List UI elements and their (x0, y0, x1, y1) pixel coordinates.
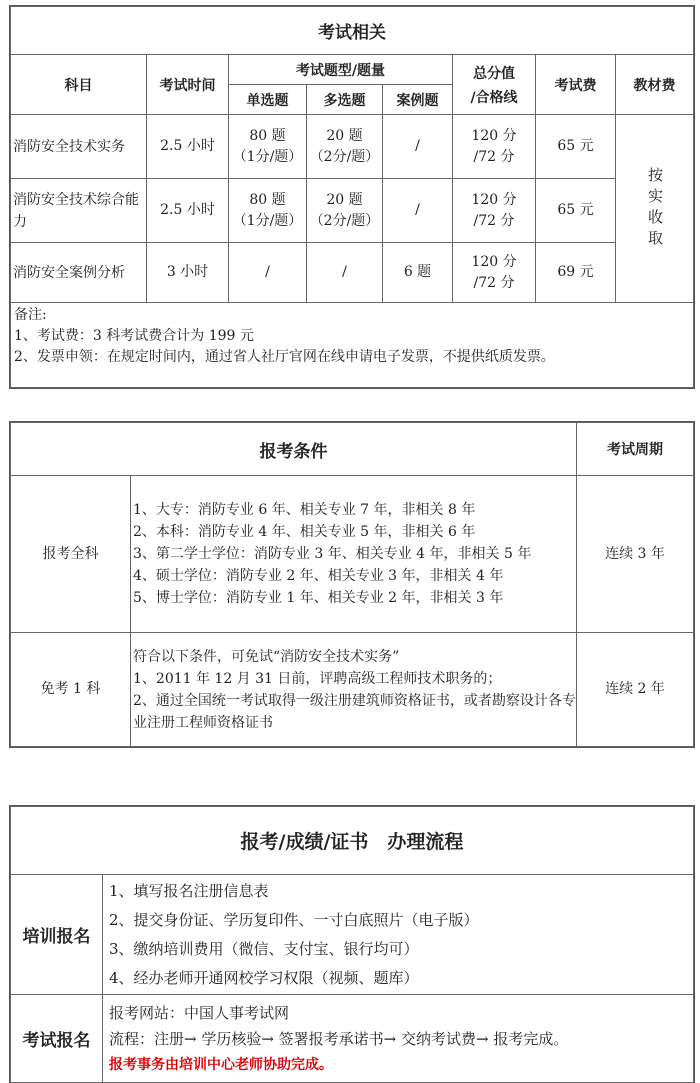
multi-points: （2分/题） (309, 148, 380, 165)
header-score-line1: 总分值 (473, 65, 515, 82)
single-points: （1分/题） (232, 148, 303, 165)
condition-period: 连续 2 年 (577, 633, 694, 747)
training-step: 3、缴纳培训费用（微信、支付宝、银行均可） (109, 939, 419, 958)
condition-line: 符合以下条件，可免试“消防安全技术实务” (133, 648, 400, 665)
exam-notes (11, 303, 694, 388)
material-fee-value: 按实收取 (646, 166, 664, 251)
row-single: / (229, 243, 307, 303)
row-fee: 69 元 (536, 243, 616, 303)
score-total: 120 分 (471, 127, 517, 144)
single-count: 80 题 (249, 191, 286, 208)
row-time: 2.5 小时 (147, 115, 229, 179)
exam-flow: 流程：注册→ 学历核验→ 签署报考承诺书→ 交纳考试费→ 报考完成。 (109, 1029, 569, 1048)
condition-line: 4、硕士学位：消防专业 2 年、相关专业 3 年，非相关 4 年 (133, 568, 504, 584)
table-row (11, 633, 694, 747)
table-row (11, 476, 694, 633)
training-step: 2、提交身份证、学历复印件、一寸白底照片（电子版） (109, 910, 479, 929)
score-total: 120 分 (471, 191, 517, 208)
condition-lines (131, 633, 577, 747)
header-score-line2: /合格线 (470, 89, 518, 106)
process-title: 报考/成绩/证书 办理流程 (11, 807, 694, 875)
exam-title: 考试相关 (11, 7, 694, 55)
row-case: / (383, 179, 453, 243)
exam-reg-label: 考试报名 (11, 995, 103, 1083)
condition-label: 免考 1 科 (11, 633, 131, 747)
condition-line: 2、通过全国统一考试取得一级注册建筑师资格证书，或者勘察设计各专业注册工程师资格证书 (133, 692, 576, 731)
condition-period: 连续 3 年 (577, 476, 694, 633)
training-step: 4、经办老师开通网校学习权限（视频、题库） (109, 968, 419, 987)
row-subject: 消防安全技术实务 (11, 115, 147, 179)
score-pass: /72 分 (473, 148, 515, 165)
exam-reg-info (103, 995, 694, 1083)
condition-line: 3、第二学士学位：消防专业 3 年、相关专业 4 年，非相关 5 年 (133, 546, 532, 562)
header-time: 考试时间 (147, 55, 229, 115)
exam-info-section (9, 5, 695, 389)
condition-line: 5、博士学位：消防专业 1 年、相关专业 2 年，非相关 3 年 (133, 590, 504, 606)
exam-table (10, 6, 694, 388)
process-section (9, 805, 695, 1083)
single-points: （1分/题） (232, 212, 303, 229)
row-multi: / (307, 243, 383, 303)
header-multi: 多选题 (307, 85, 383, 115)
row-case: / (383, 115, 453, 179)
training-step: 1、填写报名注册信息表 (109, 881, 269, 900)
single-count: 80 题 (249, 127, 286, 144)
conditions-title: 报考条件 (11, 423, 577, 476)
header-case: 案例题 (383, 85, 453, 115)
notes-heading: 备注: (14, 307, 47, 323)
multi-count: 20 题 (326, 127, 363, 144)
row-fee: 65 元 (536, 115, 616, 179)
row-single (229, 115, 307, 179)
row-fee: 65 元 (536, 179, 616, 243)
multi-points: （2分/题） (309, 212, 380, 229)
row-subject: 消防安全案例分析 (11, 243, 147, 303)
table-row (11, 243, 694, 303)
header-fee: 考试费 (536, 55, 616, 115)
row-single (229, 179, 307, 243)
row-case: 6 题 (383, 243, 453, 303)
header-material: 教材费 (616, 55, 694, 115)
row-multi (307, 115, 383, 179)
row-multi (307, 179, 383, 243)
training-label: 培训报名 (11, 875, 103, 995)
conditions-section (9, 421, 695, 748)
header-question-types: 考试题型/题量 (229, 55, 453, 85)
condition-line: 2、本科：消防专业 4 年、相关专业 5 年，非相关 6 年 (133, 524, 476, 540)
row-score (453, 243, 536, 303)
header-single: 单选题 (229, 85, 307, 115)
condition-line: 1、大专：消防专业 6 年、相关专业 7 年，非相关 8 年 (133, 502, 476, 518)
score-pass: /72 分 (473, 274, 515, 291)
material-fee-cell (616, 115, 694, 303)
exam-website: 报考网站：中国人事考试网 (109, 1003, 290, 1022)
note-item: 1、考试费：3 科考试费合计为 199 元 (14, 328, 254, 344)
condition-line: 1、2011 年 12 月 31 日前，评聘高级工程师技术职务的； (133, 670, 502, 687)
score-pass: /72 分 (473, 212, 515, 229)
process-table (10, 806, 694, 1083)
row-subject: 消防安全技术综合能力 (11, 179, 147, 243)
row-time: 2.5 小时 (147, 179, 229, 243)
header-subject: 科目 (11, 55, 147, 115)
note-item: 2、发票申领：在规定时间内，通过省人社厅官网在线申请电子发票，不提供纸质发票。 (14, 349, 555, 365)
training-steps (103, 875, 694, 995)
conditions-table (10, 422, 694, 747)
row-score (453, 115, 536, 179)
exam-assist-note: 报考事务由培训中心老师协助完成。 (109, 1056, 333, 1073)
header-score (453, 55, 536, 115)
period-header: 考试周期 (577, 423, 694, 476)
condition-label: 报考全科 (11, 476, 131, 633)
row-score (453, 179, 536, 243)
row-time: 3 小时 (147, 243, 229, 303)
multi-count: 20 题 (326, 191, 363, 208)
table-row (11, 115, 694, 179)
score-total: 120 分 (471, 253, 517, 270)
condition-lines (131, 476, 577, 633)
table-row (11, 179, 694, 243)
